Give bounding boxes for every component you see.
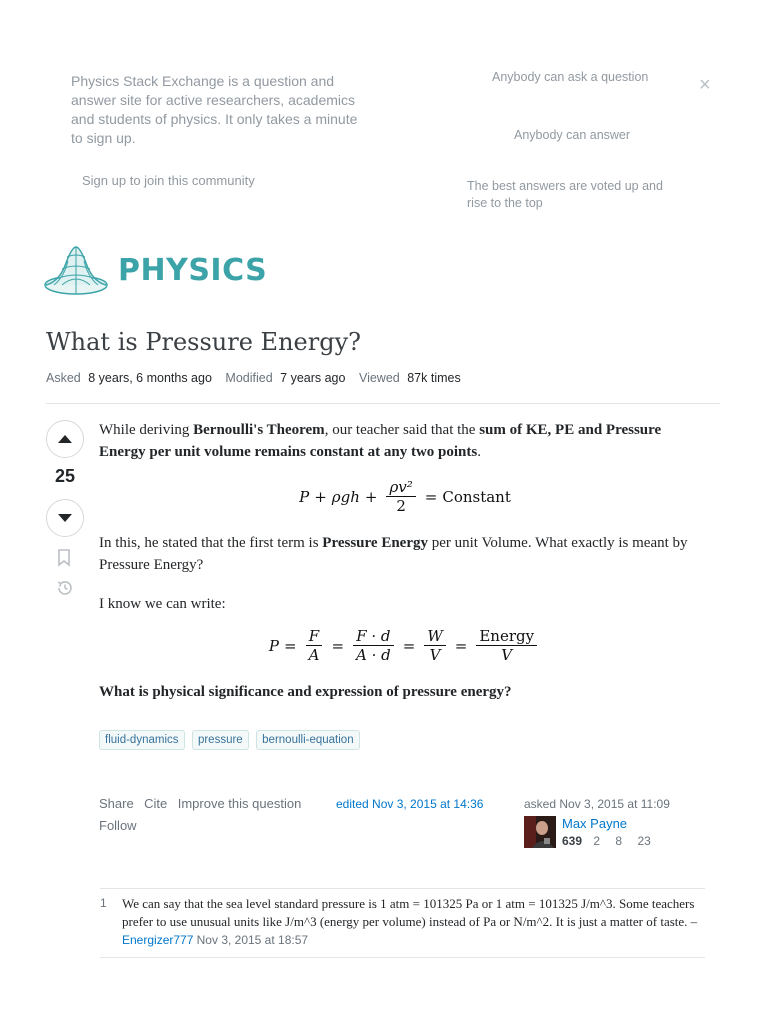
downvote-button[interactable] bbox=[46, 499, 84, 537]
p1-text-c: , our teacher said that the bbox=[324, 422, 480, 438]
share-link[interactable]: Share bbox=[99, 796, 134, 811]
f1-p: P bbox=[299, 487, 310, 506]
p1-text-a: While deriving bbox=[99, 422, 194, 438]
comment bbox=[100, 888, 705, 958]
f2-frac2-num: F · d bbox=[353, 627, 393, 646]
f2-frac2 bbox=[353, 627, 394, 664]
improve-question-link[interactable]: Improve this question bbox=[177, 796, 302, 811]
upvote-arrow-icon bbox=[57, 434, 73, 444]
close-icon[interactable]: × bbox=[699, 74, 711, 96]
signup-link[interactable]: Sign up to join this community bbox=[82, 173, 255, 188]
f2-frac2-den: A · d bbox=[356, 646, 391, 664]
bernoulli-formula bbox=[99, 478, 711, 515]
f2-eq1: = bbox=[284, 636, 297, 655]
tag-bernoulli-equation[interactable]: bernoulli-equation bbox=[256, 730, 359, 750]
comment-author-link[interactable]: Energizer777 bbox=[122, 933, 194, 947]
comment-body bbox=[122, 895, 705, 949]
follow-link[interactable]: Follow bbox=[99, 818, 137, 833]
p1-text-e: . bbox=[477, 444, 481, 460]
post-paragraph-1 bbox=[99, 419, 711, 463]
user-name-link[interactable]: Max Payne bbox=[562, 816, 628, 831]
upvote-button[interactable] bbox=[46, 420, 84, 458]
post-paragraph-4: What is physical significance and expression of pressure energy? bbox=[99, 684, 512, 700]
downvote-arrow-icon bbox=[57, 513, 73, 523]
f2-frac3 bbox=[424, 627, 445, 664]
f2-p: P bbox=[268, 636, 280, 655]
history-icon bbox=[55, 578, 75, 598]
f1-eq: = bbox=[424, 487, 438, 506]
viewed-label: Viewed bbox=[358, 371, 400, 385]
vote-count: 25 bbox=[54, 466, 76, 486]
bronze-badge-count: 23 bbox=[637, 834, 651, 848]
f1-plus1: + bbox=[314, 487, 327, 506]
p2-bold: Pressure Energy bbox=[322, 535, 428, 551]
tag-list bbox=[99, 730, 363, 750]
avatar-icon bbox=[524, 816, 556, 848]
f1-num: ρv² bbox=[386, 478, 415, 497]
asked-timestamp: asked Nov 3, 2015 at 11:09 bbox=[524, 797, 670, 811]
bookmark-button[interactable] bbox=[57, 549, 71, 572]
physics-globe-logo-icon bbox=[42, 243, 110, 297]
pressure-formula bbox=[99, 627, 711, 664]
user-avatar[interactable] bbox=[524, 816, 556, 848]
f1-rhs: Constant bbox=[442, 487, 511, 506]
f2-frac4-num: Energy bbox=[476, 627, 537, 646]
modified-value[interactable]: 7 years ago bbox=[280, 371, 346, 385]
site-logo[interactable] bbox=[42, 243, 267, 297]
f2-frac1 bbox=[306, 627, 323, 664]
f2-eq2: = bbox=[331, 636, 345, 655]
f2-frac4-den: V bbox=[501, 646, 513, 664]
comment-date[interactable]: Nov 3, 2015 at 18:57 bbox=[196, 933, 309, 947]
comment-score: 1 bbox=[100, 896, 107, 910]
asked-label: Asked bbox=[46, 371, 81, 385]
viewed-value: 87k times bbox=[407, 371, 461, 385]
f2-frac3-den: V bbox=[429, 646, 441, 664]
title-divider bbox=[46, 403, 720, 404]
f2-frac1-num: F bbox=[306, 627, 322, 646]
f2-frac3-num: W bbox=[424, 627, 445, 646]
f2-eq3: = bbox=[402, 636, 416, 655]
bookmark-icon bbox=[57, 549, 71, 567]
silver-badge-count: 8 bbox=[615, 834, 623, 848]
post-menu bbox=[99, 795, 307, 813]
feature-answer: Anybody can answer bbox=[514, 128, 631, 142]
comment-text: We can say that the sea level standard pressure is 1 atm = 101325 Pa or 1 atm = 101325 J/m^3. Some teachers prefer to use unusual units like J/m^3 (energy per volume) instead of Pa or N/m^2. It is just a matter of taste. – bbox=[122, 896, 698, 929]
asked-value: 8 years, 6 months ago bbox=[88, 371, 212, 385]
edited-link[interactable]: edited Nov 3, 2015 at 14:36 bbox=[336, 797, 484, 811]
f1-fraction bbox=[386, 478, 415, 515]
f2-frac1-den: A bbox=[308, 646, 320, 664]
question-meta bbox=[46, 371, 471, 385]
f2-frac4 bbox=[476, 627, 537, 664]
user-flair bbox=[562, 834, 651, 848]
feature-ask: Anybody can ask a question bbox=[492, 70, 649, 84]
tag-pressure[interactable]: pressure bbox=[192, 730, 249, 750]
feature-vote: The best answers are voted up and rise to the top bbox=[467, 179, 663, 210]
site-name: PHYSICS bbox=[118, 252, 268, 288]
p2-text-c: per unit Volume. What exactly is meant by Pressure Energy? bbox=[99, 535, 688, 573]
history-button[interactable] bbox=[55, 578, 75, 603]
user-reputation: 639 bbox=[562, 834, 583, 848]
f2-eq4: = bbox=[454, 636, 468, 655]
p1-bold-statement: sum of KE, PE and Pressure Energy per unit volume remains constant at any two points bbox=[99, 422, 662, 460]
post-paragraph-3: I know we can write: bbox=[99, 596, 226, 612]
cite-link[interactable]: Cite bbox=[144, 796, 168, 811]
post-paragraph-2 bbox=[99, 532, 711, 576]
p2-text-a: In this, he stated that the first term is bbox=[99, 535, 323, 551]
question-title[interactable]: What is Pressure Energy? bbox=[46, 328, 361, 356]
f1-plus2: + bbox=[364, 487, 378, 506]
modified-label: Modified bbox=[225, 371, 273, 385]
p1-bold-theorem: Bernoulli's Theorem bbox=[193, 422, 325, 438]
f1-rhogh: ρgh bbox=[331, 487, 360, 506]
tag-fluid-dynamics[interactable]: fluid-dynamics bbox=[99, 730, 185, 750]
f1-den: 2 bbox=[396, 497, 406, 515]
gold-badge-count: 2 bbox=[593, 834, 601, 848]
banner-intro: Physics Stack Exchange is a question and answer site for active researchers, academics and students of physics. It only takes a minute to sign up. bbox=[71, 73, 358, 146]
